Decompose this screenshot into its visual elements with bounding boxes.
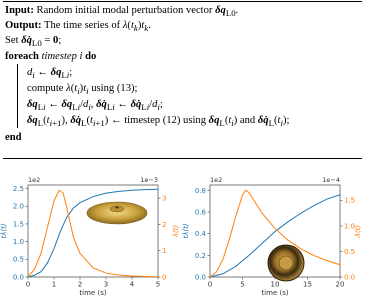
algo-body-line-1: $d_i$ ← $\delta q_{Li}$; xyxy=(27,67,73,81)
y-right-tick-label: 0.5 xyxy=(344,247,356,256)
output-text: The time series of $\lambda(t_k)t_k$. xyxy=(43,20,151,34)
y-right-tick-label: 1.0 xyxy=(344,222,356,231)
algo-body-line-4: $\delta q_L(t_{i+1})$, $\delta q̇_L(t_{i+1})$ ← timestep (12) using $\delta q_L(t_i)$ and $\delta q̇_L(t_i)$; xyxy=(27,115,290,129)
left-multiplier: 1e2 xyxy=(28,176,41,184)
x-tick-label: 0 xyxy=(207,280,213,289)
plot-area-1 xyxy=(182,176,362,297)
right-multiplier: 1e−4 xyxy=(322,176,340,184)
cymbal-photo xyxy=(87,202,147,224)
top-rule xyxy=(3,1,362,2)
chart-cymbal xyxy=(0,168,182,303)
y-right-axis-label: λ(t) xyxy=(354,224,362,238)
algo-output-line xyxy=(5,19,151,35)
chart-gong-svg xyxy=(182,168,365,303)
right-multiplier: 1e−3 xyxy=(140,176,158,184)
chart-cymbal-svg xyxy=(0,168,182,303)
algo-input-line xyxy=(5,4,238,20)
y-left-tick-label: 0.5 xyxy=(12,255,24,264)
input-text: Random initial modal perturbation vector $\delta q_{L0}$. xyxy=(36,5,239,19)
x-tick-label: 0 xyxy=(25,280,31,289)
x-tick-label: 20 xyxy=(335,280,345,289)
algo-foreach-line xyxy=(5,50,96,64)
y-right-tick-label: 1.5 xyxy=(344,196,356,205)
algo-body-line-2: compute $\lambda(t_i)t_i$ using (13); xyxy=(27,83,138,97)
y-right-tick-label: 0 xyxy=(162,273,167,282)
algo-set-line: Set $\delta q̇_{L0} = 0$; xyxy=(5,35,62,49)
foreach-keyword: foreach xyxy=(5,51,39,62)
algo-body-line-3: $\delta q_{Li}$ ← $\delta q_{Li}/d_i$, $\delta q̇_{Li}$ ← $\delta q̇_{Li}/d_i$; xyxy=(27,99,163,113)
y-left-tick-label: 0.4 xyxy=(194,230,206,239)
chart-gong xyxy=(182,168,365,303)
y-right-tick-label: 3 xyxy=(162,194,167,203)
bottom-rule xyxy=(3,158,362,159)
y-right-tick-label: 1 xyxy=(162,247,167,256)
x-tick-label: 3 xyxy=(103,280,109,289)
x-tick-label: 5 xyxy=(155,280,161,289)
y-left-tick-label: 0.2 xyxy=(194,251,206,260)
x-tick-label: 2 xyxy=(77,280,83,289)
y-left-tick-label: 0.6 xyxy=(194,208,206,217)
y-left-axis-label: tλ(t) xyxy=(0,223,8,239)
left-multiplier: 1e2 xyxy=(210,176,223,184)
x-tick-label: 4 xyxy=(129,280,135,289)
y-left-tick-label: 0.8 xyxy=(194,186,206,195)
y-right-tick-label: 0.0 xyxy=(344,273,356,282)
y-left-tick-label: 0.0 xyxy=(12,273,24,282)
y-left-tick-label: 0.0 xyxy=(194,273,206,282)
input-label: Input: xyxy=(5,5,34,16)
algo-end-line xyxy=(5,131,22,145)
loop-bar xyxy=(17,64,18,128)
y-left-tick-label: 1.0 xyxy=(12,238,24,247)
x-tick-label: 15 xyxy=(303,280,312,289)
end-keyword: end xyxy=(5,132,22,143)
x-axis-label: time (s) xyxy=(261,289,289,297)
series-line-left xyxy=(28,189,158,277)
output-label: Output: xyxy=(5,20,42,31)
y-right-axis-label: λ(t) xyxy=(172,224,180,238)
y-left-tick-label: 2.5 xyxy=(12,184,24,193)
x-axis-label: time (s) xyxy=(79,289,107,297)
gong-photo xyxy=(268,245,304,281)
y-left-axis-label: tλ(t) xyxy=(182,223,190,239)
x-tick-label: 5 xyxy=(240,280,245,289)
x-tick-label: 10 xyxy=(270,280,280,289)
plot-area-0 xyxy=(0,176,180,297)
y-left-tick-label: 2.0 xyxy=(12,202,24,211)
series-line-right xyxy=(28,190,158,277)
do-keyword: do xyxy=(85,51,97,62)
foreach-variable: timestep i xyxy=(41,51,83,62)
y-left-tick-label: 1.5 xyxy=(12,220,24,229)
x-tick-label: 1 xyxy=(51,280,57,289)
y-right-tick-label: 2 xyxy=(162,220,167,229)
